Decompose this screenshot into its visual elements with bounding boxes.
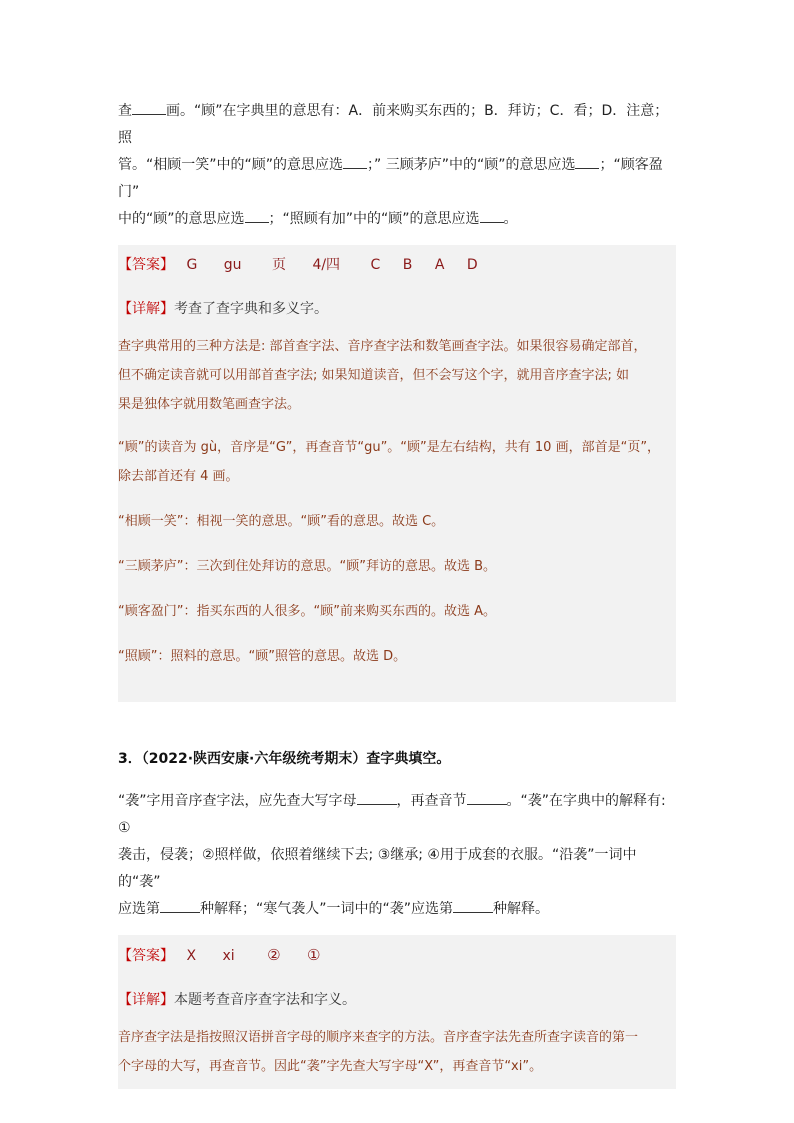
- detail-text: 考查了查字典和多义字。: [174, 301, 328, 317]
- question-line: 袭击，侵袭；②照样做，依照着继续下去; ③继承; ④用于成套的衣服。“沿袭”一词中的“袭”: [118, 847, 637, 890]
- question-line: 中的“顾”的意思应选 ；“照顾有加”中的“顾”的意思应选 。: [118, 206, 678, 233]
- question-2-text: [118, 98, 678, 233]
- explanation-line: 音序查字法是指按照汉语拼音字母的顺序来查字的方法。音序查字法先查所查字读音的第一: [118, 1030, 639, 1045]
- detail-tag: 【详解】: [118, 301, 174, 317]
- answer-tag: 【答案】: [118, 257, 174, 273]
- blank[interactable]: [343, 154, 367, 169]
- explanation-block: [118, 332, 676, 419]
- answer-item: 4/四: [312, 257, 341, 273]
- answer-box-q3: [118, 935, 676, 1089]
- content-area: [118, 98, 678, 1089]
- explanation-item: “顾客盈门”：指买东西的人很多。“顾”前来购买东西的。故选 A。: [118, 604, 496, 619]
- detail-line: [118, 990, 676, 1010]
- explanation-line: 除去部首还有 4 画。: [118, 469, 239, 484]
- answer-item: 页: [271, 257, 286, 273]
- blank[interactable]: [245, 208, 269, 223]
- explanation-item: “三顾茅庐”：三次到住处拜访的意思。“顾”拜访的意思。故选 B。: [118, 559, 496, 574]
- answer-line: [118, 945, 676, 966]
- detail-line: [118, 299, 676, 319]
- detail-tag: 【详解】: [118, 992, 174, 1008]
- answer-tag: 【答案】: [118, 948, 174, 964]
- blank[interactable]: [357, 790, 397, 805]
- question-line: 查 画。“顾”在字典里的意思有：A．前来购买东西的；B．拜访；C．看；D．注意；照: [118, 98, 678, 152]
- blank[interactable]: [575, 154, 599, 169]
- question-3-title: 3．（2022·陕西安康·六年级统考期末）查字典填空。: [118, 751, 451, 767]
- explanation-line: 果是独体字就用数笔画查字法。: [118, 397, 301, 412]
- blank[interactable]: [132, 100, 166, 115]
- answer-item: A: [434, 257, 445, 273]
- detail-text: 本题考查音序查字法和字义。: [174, 992, 356, 1008]
- question-line: 应选第 种解释；“寒气袭人”一词中的“袭”应选第 种解释。: [118, 896, 678, 923]
- answer-item: gu: [223, 257, 242, 273]
- explanation-block: [118, 433, 676, 491]
- answer-box-q2: [118, 245, 676, 702]
- answer-item: ①: [307, 946, 321, 964]
- question-line: 管。“相顾一笑”中的“顾”的意思应选 ；” 三顾茅庐”中的“顾”的意思应选 ；“顾客盈门”: [118, 152, 678, 206]
- answer-item: G: [186, 257, 198, 273]
- answer-item: ②: [267, 946, 281, 964]
- answer-item: X: [186, 948, 197, 964]
- answer-line: [118, 255, 676, 275]
- answer-item: C: [370, 257, 381, 273]
- answer-item: B: [402, 257, 413, 273]
- explanation-item: “相顾一笑”：相视一笑的意思。“顾”看的意思。故选 C。: [118, 514, 445, 529]
- blank[interactable]: [453, 898, 493, 913]
- explanation-line: 查字典常用的三种方法是: 部首查字法、音序查字法和数笔画查字法。如果很容易确定部首，: [118, 339, 647, 354]
- explanation-line: 但不确定读音就可以用部首查字法; 如果知道读音，但不会写这个字，就用音序查字法; 如: [118, 368, 630, 383]
- explanation-line: 个字母的大写，再查音节。因此“袭”字先查大写字母“X”，再查音节“xi”。: [118, 1059, 543, 1074]
- explanation-item: “照顾”：照料的意思。“顾”照管的意思。故选 D。: [118, 649, 407, 664]
- blank[interactable]: [480, 208, 504, 223]
- question-3-text: [118, 788, 678, 923]
- answer-item: xi: [222, 948, 235, 964]
- explanation-block: [118, 1023, 676, 1081]
- blank[interactable]: [467, 790, 507, 805]
- answer-item: D: [466, 257, 478, 273]
- blank[interactable]: [160, 898, 200, 913]
- explanation-line: “顾”的读音为 gù，音序是“G”，再查音节“gu”。“顾”是左右结构，共有 10 画，部首是“页”，: [118, 440, 661, 455]
- question-line: “袭”字用音序查字法，应先查大写字母 ，再查音节 。“袭”在字典中的解释有: ①: [118, 788, 678, 842]
